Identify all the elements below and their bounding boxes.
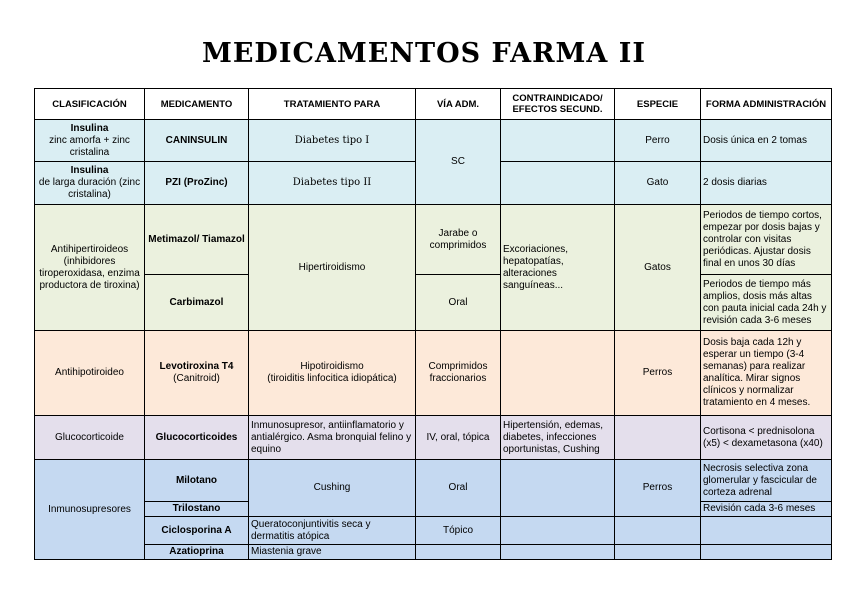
cell-contraindicado: Hipertensión, edemas, diabetes, infecciones oportunistas, Cushing xyxy=(501,416,615,460)
cell-medicamento: CANINSULIN xyxy=(145,120,249,162)
cell-forma: Cortisona < prednisolona (x5) < dexametasona (x40) xyxy=(701,416,832,460)
cell-tratamiento: Diabetes tipo II xyxy=(249,162,416,205)
cell-medicamento: PZI (ProZinc) xyxy=(145,162,249,205)
cell-forma: Dosis única en 2 tomas xyxy=(701,120,832,162)
cell-via: Tópico xyxy=(416,517,501,545)
cell-clasificacion xyxy=(35,120,145,162)
table-row xyxy=(35,120,832,162)
cell-especie: Gatos xyxy=(615,205,701,331)
cell-forma: Necrosis selectiva zona glomerular y fascicular de corteza adrenal xyxy=(701,460,832,502)
medications-table xyxy=(34,88,832,560)
cell-via: Comprimidos fraccionarios xyxy=(416,331,501,416)
cell-via: Oral xyxy=(416,275,501,331)
cell-contraindicado xyxy=(501,120,615,162)
clasificacion-text: de larga duración (zinc cristalina) xyxy=(38,177,141,200)
cell-via xyxy=(416,545,501,560)
tratamiento-line-2: (tiroiditis linfocitica idiopática) xyxy=(267,373,397,384)
table-row xyxy=(35,331,832,416)
cell-tratamiento xyxy=(249,331,416,416)
cell-via: Oral xyxy=(416,460,501,517)
cell-especie: Perro xyxy=(615,120,701,162)
cell-clasificacion: Glucocorticoide xyxy=(35,416,145,460)
cell-via: IV, oral, tópica xyxy=(416,416,501,460)
cell-medicamento: Ciclosporina A xyxy=(145,517,249,545)
cell-forma: Periodos de tiempo cortos, empezar por dosis bajas y controlar con visitas periódicas. Ajustar dosis final en unos 30 días xyxy=(701,205,832,275)
cell-tratamiento: Miastenia grave xyxy=(249,545,416,560)
cell-forma xyxy=(701,517,832,545)
cell-forma xyxy=(701,545,832,560)
table-row xyxy=(35,517,832,545)
clasificacion-bold: Insulina xyxy=(70,122,109,134)
cell-especie xyxy=(615,545,701,560)
header-contraindicado: CONTRAINDICADO/ EFECTOS SECUND. xyxy=(501,89,615,120)
cell-via: SC xyxy=(416,120,501,205)
table-row xyxy=(35,275,832,331)
cell-especie xyxy=(615,416,701,460)
cell-tratamiento: Queratoconjuntivitis seca y dermatitis atópica xyxy=(249,517,416,545)
cell-via: Jarabe o comprimidos xyxy=(416,205,501,275)
cell-medicamento: Carbimazol xyxy=(145,275,249,331)
cell-contraindicado xyxy=(501,545,615,560)
page-title: MEDICAMENTOS FARMA II xyxy=(201,38,647,69)
cell-medicamento: Milotano xyxy=(145,460,249,502)
cell-clasificacion: Antihipotiroideo xyxy=(35,331,145,416)
cell-medicamento xyxy=(145,331,249,416)
cell-medicamento: Azatioprina xyxy=(145,545,249,560)
cell-tratamiento: Inmunosupresor, antiinflamatorio y antialérgico. Asma bronquial felino y equino xyxy=(249,416,416,460)
table-row xyxy=(35,460,832,502)
header-forma: FORMA ADMINISTRACIÓN xyxy=(701,89,832,120)
cell-clasificacion: Antihipertiroideos (inhibidores tiroperoxidasa, enzima productora de tiroxina) xyxy=(35,205,145,331)
cell-especie xyxy=(615,517,701,545)
header-medicamento: MEDICAMENTO xyxy=(145,89,249,120)
medicamento-bold: Levotiroxina T4 xyxy=(159,361,234,372)
cell-contraindicado xyxy=(501,162,615,205)
cell-especie: Perros xyxy=(615,460,701,517)
cell-medicamento: Trilostano xyxy=(145,502,249,517)
clasificacion-bold: Insulina xyxy=(70,165,109,176)
table-header-row xyxy=(35,89,832,120)
cell-forma: Periodos de tiempo más amplios, dosis más altas con pauta inicial cada 24h y revisión cada 3-6 meses xyxy=(701,275,832,331)
cell-contraindicado: Excoriaciones, hepatopatías, alteraciones sanguíneas... xyxy=(501,205,615,331)
cell-forma: 2 dosis diarias xyxy=(701,162,832,205)
table-row xyxy=(35,545,832,560)
cell-clasificacion: Inmunosupresores xyxy=(35,460,145,560)
cell-forma: Revisión cada 3-6 meses xyxy=(701,502,832,517)
cell-medicamento: Metimazol/ Tiamazol xyxy=(145,205,249,275)
cell-forma: Dosis baja cada 12h y esperar un tiempo (3-4 semanas) para realizar analítica. Mirar signos clínicos y normalizar tratamiento en 4 meses. xyxy=(701,331,832,416)
header-especie: ESPECIE xyxy=(615,89,701,120)
cell-tratamiento: Hipertiroidismo xyxy=(249,205,416,331)
table-row xyxy=(35,416,832,460)
header-tratamiento: TRATAMIENTO PARA xyxy=(249,89,416,120)
cell-contraindicado xyxy=(501,460,615,517)
cell-clasificacion xyxy=(35,162,145,205)
cell-especie: Perros xyxy=(615,331,701,416)
tratamiento-line-1: Hipotiroidismo xyxy=(300,361,364,372)
header-clasificacion: CLASIFICACIÓN xyxy=(35,89,145,120)
cell-contraindicado xyxy=(501,331,615,416)
cell-medicamento: Glucocorticoides xyxy=(145,416,249,460)
clasificacion-text: zinc amorfa + zinc cristalina xyxy=(49,134,130,158)
medicamento-sub: (Canitroid) xyxy=(173,373,220,384)
cell-tratamiento: Cushing xyxy=(249,460,416,517)
header-via: VÍA ADM. xyxy=(416,89,501,120)
table-row xyxy=(35,205,832,275)
cell-contraindicado xyxy=(501,517,615,545)
cell-tratamiento: Diabetes tipo I xyxy=(249,120,416,162)
cell-especie: Gato xyxy=(615,162,701,205)
